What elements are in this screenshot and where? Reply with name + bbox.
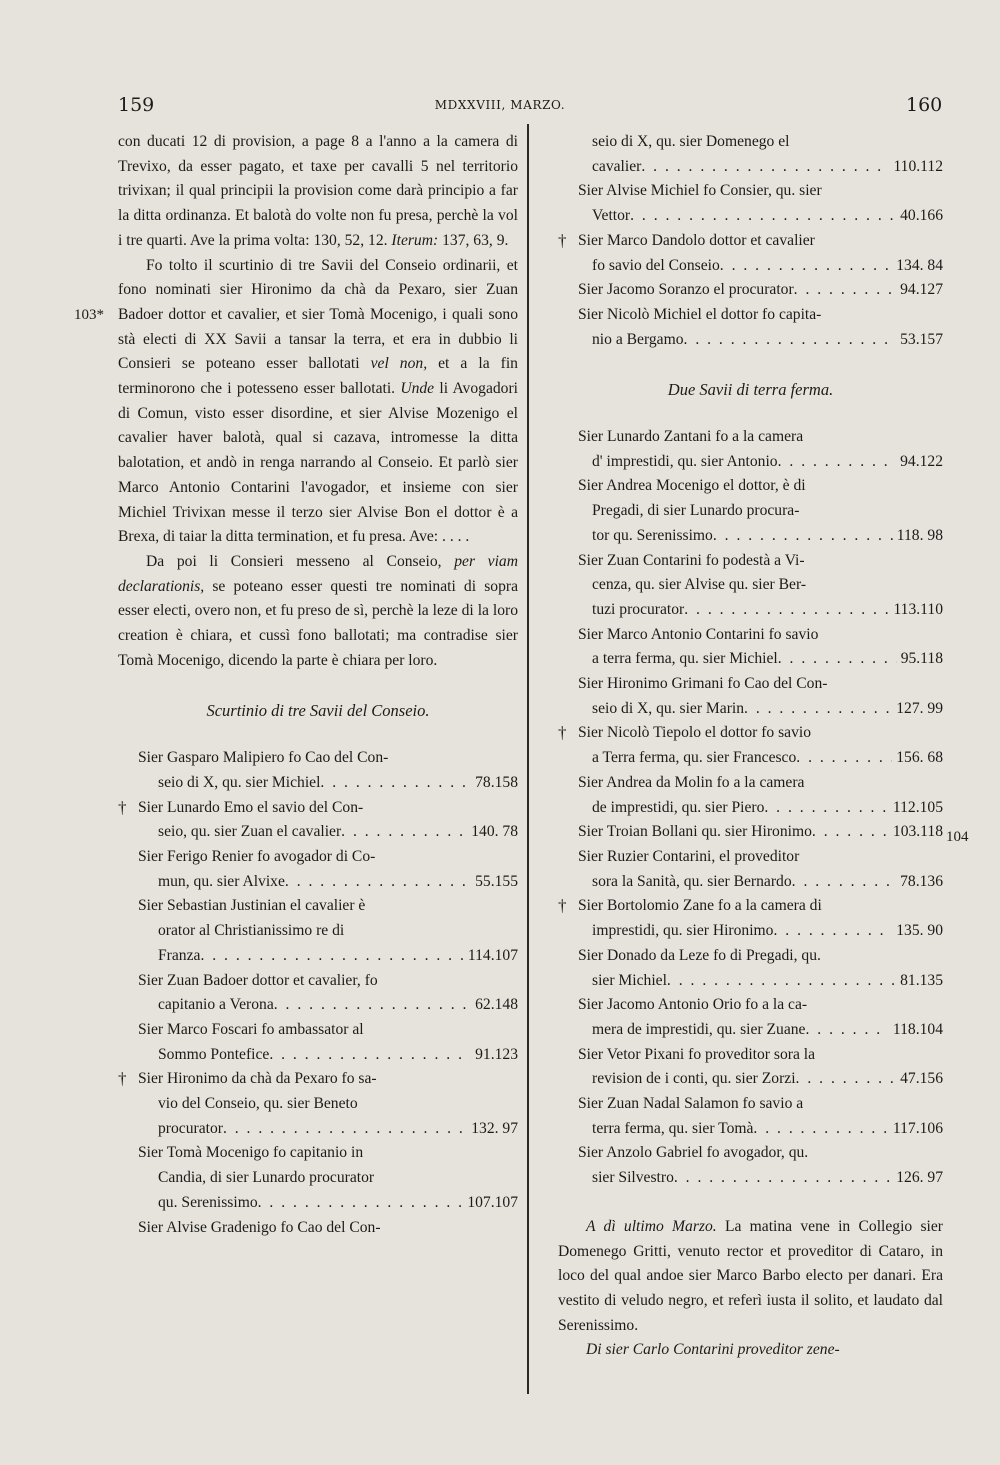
paragraph: Fo tolto il scurtinio di tre Savii del Conseio ordinarii, et fono nominati sier Hironimo da chà da Pexaro, sier Zuan Badoer dottor et cavalier, et sier Tomà Mocenigo, i quali sono stà electi di XX Savii a tansar la terra, et era in dubbio li Consieri se poteano esser ballotati vel non, et a la fin terminorono che i potesseno esser ballotati. Unde li Avogadori di Comun, visto esser disordine, et sier Alvise Mozenigo el cavalier haver balotà, qual si cazava, intromesse la ditta balotation, et andò in renga narrando al Conseio. Et parlò sier Marco Antonio Contarini l'avogador, et insieme con sier Michiel Trivixan messe il terzo sier Alvise Bon el dottor è a Brexa, di taiar la ditta termination, et fu presa. Ave: . . . . xyxy=(118,256,518,546)
entry-text: Sier Zuan Nadal Salamon fo savio a xyxy=(578,1095,804,1113)
entry-final-line xyxy=(578,1117,943,1142)
vote-count: 140. 78 xyxy=(471,823,518,841)
section-heading: Scurtinio di tre Savii del Conseio. xyxy=(206,701,430,721)
vote-count: 78.158 xyxy=(475,773,518,791)
vote-count: 107.107 xyxy=(467,1193,518,1211)
entry-text: Sier Anzolo Gabriel fo avogador, qu. xyxy=(578,1144,809,1162)
entry-text: seio di X, qu. sier Domenego el xyxy=(592,133,790,150)
ballot-entry xyxy=(558,549,943,623)
ballot-entry xyxy=(118,969,518,1018)
italic-term: Unde xyxy=(400,380,435,398)
entry-text: tor qu. Serenissimo xyxy=(592,526,713,544)
entry-text: Sommo Pontefice xyxy=(158,1045,270,1063)
ballot-entry xyxy=(558,425,943,474)
entry-text: Sier Nicolò Tiepolo el dottor fo savio xyxy=(578,724,812,742)
entry-text: Sier Bortolomio Zane fo a la camera di xyxy=(578,897,822,915)
vote-count: 118.104 xyxy=(892,1020,943,1038)
vote-count: 132. 97 xyxy=(471,1119,518,1137)
entry-text: Sier Troian Bollani qu. sier Hironimo xyxy=(578,823,812,841)
dot-leader xyxy=(223,1117,467,1142)
elected-dagger-icon: † xyxy=(558,230,567,250)
dot-leader xyxy=(753,1117,888,1142)
vote-count: 110.112 xyxy=(893,157,943,175)
vote-count: 114.107 xyxy=(467,946,518,964)
entry-text: qu. Serenissimo xyxy=(158,1193,258,1211)
entry-final-line xyxy=(578,647,943,672)
entry-text: seio, qu. sier Zuan el cavalier xyxy=(158,823,342,841)
entry-text: Vettor xyxy=(592,207,631,225)
entry-final-line xyxy=(138,820,518,845)
entry-final-line xyxy=(578,598,943,623)
entry-text: cavalier xyxy=(592,157,642,175)
entry-text: procurator xyxy=(158,1119,223,1137)
italic-term: Iterum: xyxy=(391,231,439,249)
vote-count: 47.156 xyxy=(900,1070,943,1088)
entry-text: de imprestidi, qu. sier Piero xyxy=(592,798,765,816)
entry-final-line xyxy=(138,1117,518,1142)
entry-text: Sier Ferigo Renier fo avogador di Co- xyxy=(138,847,376,865)
entry-text: cenza, qu. sier Alvise qu. sier Ber- xyxy=(592,576,807,594)
dot-leader xyxy=(778,450,897,475)
entry-text: tuzi procurator xyxy=(592,600,685,618)
ballot-entry xyxy=(118,746,518,795)
entry-final-line xyxy=(578,919,943,944)
entry-text: a Terra ferma, qu. sier Francesco xyxy=(592,749,797,767)
right-column xyxy=(558,130,943,1363)
ballot-entry xyxy=(558,820,943,845)
dot-leader xyxy=(805,1018,888,1043)
entry-text: sier Michiel xyxy=(592,971,667,989)
entry-text: vio del Conseio, qu. sier Beneto xyxy=(158,1095,358,1113)
entry-text: Sier Gasparo Malipiero fo Cao del Con- xyxy=(138,749,389,767)
elected-dagger-icon: † xyxy=(118,1069,127,1089)
ballot-list xyxy=(118,746,518,1240)
entry-final-line xyxy=(578,450,943,475)
entry-final-line xyxy=(578,524,943,549)
italic-term: per viam declarationis, xyxy=(118,552,518,595)
entry-text: nio a Bergamo xyxy=(592,330,684,348)
dot-leader xyxy=(764,796,889,821)
vote-count: 81.135 xyxy=(900,971,943,989)
elected-dagger-icon: † xyxy=(558,896,567,916)
entry-final-line xyxy=(578,155,943,180)
vote-count: 134. 84 xyxy=(896,256,943,274)
vote-count: 94.127 xyxy=(900,281,943,299)
ballot-entry xyxy=(558,993,943,1042)
entry-text: imprestidi, qu. sier Hironimo xyxy=(592,922,774,940)
entry-text: Sier Hironimo Grimani fo Cao del Con- xyxy=(578,675,828,693)
vote-count: 91.123 xyxy=(475,1045,518,1063)
dot-leader xyxy=(684,598,889,623)
vote-count: 112.105 xyxy=(892,798,943,816)
vote-count: 94.122 xyxy=(900,452,943,470)
entry-final-line xyxy=(578,697,943,722)
ballot-entry xyxy=(118,796,518,845)
dot-leader xyxy=(320,771,471,796)
entry-text: Sier Nicolò Michiel el dottor fo capita- xyxy=(578,305,822,323)
entry-text: sier Silvestro xyxy=(592,1169,674,1187)
dot-leader xyxy=(641,155,889,180)
dot-leader xyxy=(792,870,896,895)
column-divider xyxy=(527,124,529,1394)
entry-final-line xyxy=(138,771,518,796)
entry-text: d' imprestidi, qu. sier Antonio xyxy=(592,452,778,470)
entry-final-line xyxy=(138,1043,518,1068)
ballot-entry xyxy=(558,623,943,672)
ballot-entry xyxy=(558,474,943,548)
vote-count: 53.157 xyxy=(900,330,943,348)
entry-text: Sier Zuan Contarini fo podestà a Vi- xyxy=(578,551,805,569)
entry-final-line xyxy=(578,796,943,821)
entry-text: Sier Alvise Michiel fo Consier, qu. sier xyxy=(578,182,822,200)
entry-text: Sier Sebastian Justinian el cavalier è xyxy=(138,897,366,915)
entry-final-line xyxy=(578,278,943,303)
entry-text: fo savio del Conseio xyxy=(592,256,720,274)
ballot-entry xyxy=(558,1043,943,1092)
ballot-entry xyxy=(558,894,943,943)
vote-count: 118. 98 xyxy=(896,526,943,544)
entry-text: Candia, di sier Lunardo procurator xyxy=(158,1169,375,1187)
dot-leader xyxy=(674,1166,892,1191)
entry-final-line xyxy=(578,254,943,279)
paragraph: A dì ultimo Marzo. La matina vene in Collegio sier Domenego Gritti, venuto rector et proveditor di Cataro, in loco del qual andoe sier Marco Barbo electo per danari. Era vestito di veludo negro, et referì iusta il solito, et laudato dal Serenissimo. xyxy=(558,1217,943,1334)
entry-text: Franza xyxy=(158,946,201,964)
ballot-entry xyxy=(558,672,943,721)
elected-dagger-icon: † xyxy=(558,723,567,743)
section-heading: Due Savii di terra ferma. xyxy=(667,380,834,400)
vote-count: 127. 99 xyxy=(896,699,943,717)
entry-text: Sier Jacomo Antonio Orio fo a la ca- xyxy=(578,996,808,1014)
ballot-entry xyxy=(558,721,943,770)
entry-text: Sier Andrea Mocenigo el dottor, è di xyxy=(578,477,806,495)
entry-text: Pregadi, di sier Lunardo procura- xyxy=(592,502,800,520)
entry-text: Sier Alvise Gradenigo fo Cao del Con- xyxy=(138,1218,381,1236)
entry-text: Sier Ruzier Contarini, el proveditor xyxy=(578,847,800,865)
vote-count: 156. 68 xyxy=(896,749,943,767)
entry-final-line xyxy=(138,993,518,1018)
ballot-entry xyxy=(558,130,943,179)
entry-final-line xyxy=(578,1166,943,1191)
entry-text: revision de i conti, qu. sier Zorzi xyxy=(592,1070,796,1088)
ballot-entry xyxy=(558,771,943,820)
entry-final-line xyxy=(578,328,943,353)
elected-dagger-icon: † xyxy=(118,797,127,817)
ballot-entry xyxy=(558,303,943,352)
dot-leader xyxy=(667,969,896,994)
ballot-entry xyxy=(558,1092,943,1141)
entry-text: Sier Tomà Mocenigo fo capitanio in xyxy=(138,1144,364,1162)
entry-text: mera de imprestidi, qu. sier Zuane xyxy=(592,1020,806,1038)
running-title: MDXXVIII, MARZO. xyxy=(434,98,566,112)
vote-count: 126. 97 xyxy=(896,1169,943,1187)
ballot-entry xyxy=(118,1067,518,1141)
entry-final-line xyxy=(138,944,518,969)
entry-final-line xyxy=(138,1191,518,1216)
entry-final-line xyxy=(578,1067,943,1092)
dot-leader xyxy=(285,870,471,895)
dot-leader xyxy=(274,993,471,1018)
right-page-number: 160 xyxy=(906,94,943,116)
vote-count: 55.155 xyxy=(475,872,518,890)
paragraph xyxy=(558,1338,943,1363)
dot-leader xyxy=(720,254,892,279)
ballot-entry xyxy=(558,229,943,278)
entry-final-line xyxy=(138,870,518,895)
dot-leader xyxy=(778,647,897,672)
ballot-entry xyxy=(558,179,943,228)
dot-leader xyxy=(794,278,896,303)
entry-text: Sier Marco Antonio Contarini fo savio xyxy=(578,625,819,643)
dot-leader xyxy=(341,820,467,845)
entry-final-line xyxy=(578,870,943,895)
paragraph: con ducati 12 di provision, a page 8 a l'anno a la camera di Trevixo, da esser pagato, et taxe per cavalli 5 nel territorio trivixan; il qual principii la provision come darà principio a far la ditta ordinanza. Et balotà do volte non fu presa, perchè la vol i tre quarti. Ave la prima volta: 130, 52, 12. Iterum: 137, 63, 9. xyxy=(118,133,518,249)
ballot-entry xyxy=(558,845,943,894)
dot-leader xyxy=(258,1191,464,1216)
vote-count: 103.118 xyxy=(892,823,943,841)
dot-leader xyxy=(200,944,463,969)
entry-text: orator al Christianissimo re di xyxy=(158,922,345,940)
ballot-entry xyxy=(118,1018,518,1067)
vote-count: 62.148 xyxy=(475,996,518,1014)
entry-text: Sier Marco Dandolo dottor et cavalier xyxy=(578,231,815,249)
ballot-entry xyxy=(118,894,518,968)
entry-final-line xyxy=(578,204,943,229)
ballot-list xyxy=(558,425,943,1191)
italic-term: vel non, xyxy=(370,355,428,373)
final-line: Di sier Carlo Contarini proveditor zene- xyxy=(586,1341,840,1359)
entry-text: seio di X, qu. sier Marin xyxy=(592,699,745,717)
ballot-list xyxy=(558,130,943,352)
ballot-entry xyxy=(118,845,518,894)
entry-text: Sier Marco Foscari fo ambassator al xyxy=(138,1020,364,1038)
dot-leader xyxy=(630,204,896,229)
entry-final-line xyxy=(578,1018,943,1043)
left-column xyxy=(118,130,518,1240)
entry-text: Sier Hironimo da chà da Pexaro fo sa- xyxy=(138,1070,377,1088)
ballot-entry xyxy=(558,944,943,993)
entry-text: Sier Vetor Pixani fo proveditor sora la xyxy=(578,1045,816,1063)
entry-text: capitanio a Verona xyxy=(158,996,274,1014)
dot-leader xyxy=(812,820,889,845)
entry-text: Sier Zuan Badoer dottor et cavalier, fo xyxy=(138,971,378,989)
dot-leader xyxy=(796,1067,897,1092)
entry-text: Sier Donado da Leze fo di Pregadi, qu. xyxy=(578,946,821,964)
date-heading: A dì ultimo Marzo. xyxy=(586,1217,717,1235)
entry-text: terra ferma, qu. sier Tomà xyxy=(592,1119,754,1137)
entry-final-line xyxy=(578,969,943,994)
left-page-number: 159 xyxy=(118,94,155,116)
entry-text: seio di X, qu. sier Michiel xyxy=(158,773,321,791)
entry-final-line xyxy=(578,746,943,771)
dot-leader xyxy=(773,919,892,944)
vote-count: 95.118 xyxy=(900,650,943,668)
paragraph: Da poi li Consieri messeno al Conseio, per viam declarationis, se poteano esser questi tre nominati di sopra esser electi, overo non, et fu preso de sì, perchè la leze di la loro creation è chiara, et cussì fono ballotati; ma contradise sier Tomà Mocenigo, dicendo la parte è chiara per loro. xyxy=(118,552,518,669)
ballot-entry xyxy=(118,1216,518,1241)
entry-text: mun, qu. sier Alvixe xyxy=(158,872,285,890)
entry-text: Sier Lunardo Emo el savio del Con- xyxy=(138,798,364,816)
entry-final-line xyxy=(578,820,943,845)
dot-leader xyxy=(684,328,897,353)
dot-leader xyxy=(744,697,892,722)
dot-leader xyxy=(269,1043,471,1068)
entry-text: Sier Andrea da Molin fo a la camera xyxy=(578,773,805,791)
vote-count: 113.110 xyxy=(893,600,943,618)
page-header xyxy=(0,94,1000,124)
ballot-entry xyxy=(118,1141,518,1215)
vote-count: 135. 90 xyxy=(896,922,943,940)
vote-count: 78.136 xyxy=(900,872,943,890)
entry-text: Sier Jacomo Soranzo el procurator xyxy=(578,281,794,299)
vote-count: 40.166 xyxy=(900,207,943,225)
margin-note-right: 104 xyxy=(946,829,969,845)
ballot-entry xyxy=(558,1141,943,1190)
entry-text: Sier Lunardo Zantani fo a la camera xyxy=(578,428,804,446)
entry-text: a terra ferma, qu. sier Michiel xyxy=(592,650,778,668)
ballot-entry xyxy=(558,278,943,303)
dot-leader xyxy=(713,524,893,549)
vote-count: 117.106 xyxy=(892,1119,943,1137)
margin-note-left: 103* xyxy=(74,307,104,323)
entry-text: sora la Sanità, qu. sier Bernardo xyxy=(592,872,792,890)
dot-leader xyxy=(796,746,892,771)
